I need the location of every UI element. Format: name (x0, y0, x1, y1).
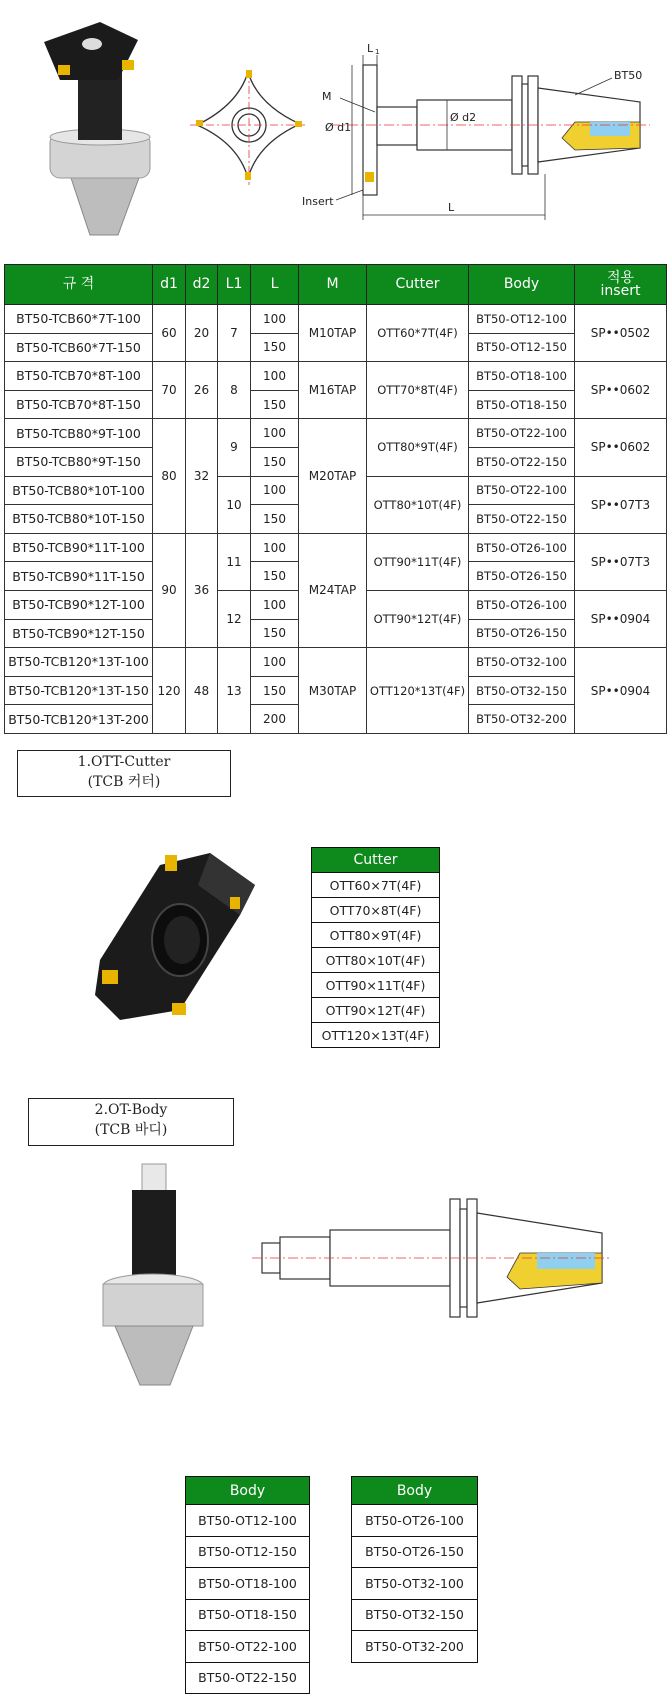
body-cell: BT50-OT32-150 (469, 676, 575, 705)
body-cell: BT50-OT26-150 (469, 619, 575, 648)
label-l1-sub: 1 (375, 48, 380, 56)
spec-cell: BT50-TCB80*10T-100 (5, 476, 153, 505)
insert-cell: SP••0502 (575, 305, 667, 362)
section2-subtitle: (TCB 바디) (94, 1122, 168, 1138)
l1-cell: 13 (218, 648, 251, 734)
m-cell: M24TAP (299, 533, 367, 647)
insert-cell: SP••07T3 (575, 533, 667, 590)
header-d2: d2 (186, 265, 218, 305)
cutter-cell: OTT80*10T(4F) (367, 476, 469, 533)
l1-cell: 8 (218, 362, 251, 419)
spec-table (4, 264, 667, 734)
body-cell: BT50-OT18-150 (469, 390, 575, 419)
insert-cell: SP••07T3 (575, 476, 667, 533)
table-row (5, 305, 667, 334)
spec-cell: BT50-TCB90*12T-100 (5, 590, 153, 619)
d2-cell: 20 (186, 305, 218, 362)
header-insert-line2: insert (600, 282, 641, 299)
l1-cell: 11 (218, 533, 251, 590)
d1-cell: 60 (153, 305, 186, 362)
body-cell: BT50-OT22-100 (469, 419, 575, 448)
body-cell: BT50-OT12-150 (469, 333, 575, 362)
label-l: L (448, 201, 455, 214)
m-cell: M16TAP (299, 362, 367, 419)
body-cell: BT50-OT22-100 (469, 476, 575, 505)
l-cell: 150 (251, 390, 299, 419)
d1-cell: 80 (153, 419, 186, 533)
spec-cell: BT50-TCB70*8T-150 (5, 390, 153, 419)
header-insert-line1: 적용 (606, 269, 635, 286)
body-cell: BT50-OT26-100 (469, 533, 575, 562)
l-cell: 100 (251, 305, 299, 334)
l-cell: 150 (251, 676, 299, 705)
list-item: BT50-OT26-100 (352, 1505, 478, 1537)
spec-cell: BT50-TCB90*11T-150 (5, 562, 153, 591)
insert-icon (165, 855, 177, 871)
list-item: OTT120×13T(4F) (312, 1023, 440, 1048)
body-side-drawing (252, 1195, 612, 1325)
spec-table-header (5, 265, 667, 305)
l-cell: 200 (251, 705, 299, 734)
cutter-image (80, 845, 270, 1025)
spec-cell: BT50-TCB120*13T-200 (5, 705, 153, 734)
l1-cell: 7 (218, 305, 251, 362)
cutter-list (311, 847, 440, 1048)
insert-icon (102, 970, 118, 984)
header-insert (575, 265, 667, 305)
table-row (5, 362, 667, 391)
insert-icon (122, 60, 134, 70)
m-cell: M30TAP (299, 648, 367, 734)
spec-cell: BT50-TCB60*7T-150 (5, 333, 153, 362)
cutter-cell: OTT70*8T(4F) (367, 362, 469, 419)
header-body: Body (469, 265, 575, 305)
body-image (95, 1160, 215, 1390)
insert-icon (172, 1003, 186, 1015)
header-l: L (251, 265, 299, 305)
tool-side-drawing (302, 42, 650, 220)
body-list-right (351, 1476, 478, 1663)
section1-caption (17, 750, 231, 797)
body-list-left-header: Body (186, 1477, 310, 1505)
l-cell: 150 (251, 505, 299, 534)
l-cell: 150 (251, 447, 299, 476)
header-spec: 규 격 (5, 265, 153, 305)
body-cell: BT50-OT22-150 (469, 505, 575, 534)
section2-caption (28, 1098, 234, 1146)
list-item: OTT90×11T(4F) (312, 973, 440, 998)
m-cell: M20TAP (299, 419, 367, 533)
l-cell: 100 (251, 419, 299, 448)
d1-cell: 70 (153, 362, 186, 419)
body-cell: BT50-OT32-200 (469, 705, 575, 734)
l-cell: 100 (251, 590, 299, 619)
list-item: BT50-OT22-100 (186, 1631, 310, 1663)
table-row (5, 533, 667, 562)
d2-cell: 36 (186, 533, 218, 647)
spec-cell: BT50-TCB60*7T-100 (5, 305, 153, 334)
body-cell: BT50-OT18-100 (469, 362, 575, 391)
d1-cell: 120 (153, 648, 186, 734)
section1-subtitle: (TCB 커터) (87, 774, 161, 790)
header-cutter: Cutter (367, 265, 469, 305)
list-item: OTT70×8T(4F) (312, 898, 440, 923)
l-cell: 150 (251, 562, 299, 591)
insert-cell: SP••0602 (575, 362, 667, 419)
insert-icon (230, 897, 240, 909)
d1-cell: 90 (153, 533, 186, 647)
list-item: BT50-OT32-150 (352, 1599, 478, 1631)
spec-cell: BT50-TCB90*12T-150 (5, 619, 153, 648)
section1-title: 1.OTT-Cutter (77, 754, 171, 770)
cutter-cell: OTT60*7T(4F) (367, 305, 469, 362)
insert-icon (58, 65, 70, 75)
body-cell: BT50-OT26-100 (469, 590, 575, 619)
cutter-cell: OTT120*13T(4F) (367, 648, 469, 734)
label-insert: Insert (302, 195, 334, 208)
list-item: BT50-OT12-150 (186, 1536, 310, 1568)
list-item: BT50-OT26-150 (352, 1536, 478, 1568)
d2-cell: 32 (186, 419, 218, 533)
spec-cell: BT50-TCB70*8T-100 (5, 362, 153, 391)
cutter-list-header: Cutter (312, 848, 440, 873)
spec-cell: BT50-TCB90*11T-100 (5, 533, 153, 562)
insert-cell: SP••0602 (575, 419, 667, 476)
section2-title: 2.OT-Body (94, 1102, 168, 1118)
list-item: BT50-OT32-200 (352, 1631, 478, 1663)
l-cell: 100 (251, 648, 299, 677)
m-cell: M10TAP (299, 305, 367, 362)
label-l1: L (367, 42, 374, 55)
body-cell: BT50-OT32-100 (469, 648, 575, 677)
list-item: OTT90×12T(4F) (312, 998, 440, 1023)
header-d1: d1 (153, 265, 186, 305)
spec-cell: BT50-TCB80*10T-150 (5, 505, 153, 534)
body-cell: BT50-OT26-150 (469, 562, 575, 591)
list-item: BT50-OT18-100 (186, 1568, 310, 1600)
label-bt50: BT50 (614, 69, 643, 82)
label-m: M (322, 90, 332, 103)
spec-cell: BT50-TCB80*9T-100 (5, 419, 153, 448)
cutter-cell: OTT90*12T(4F) (367, 590, 469, 647)
cutter-cell: OTT90*11T(4F) (367, 533, 469, 590)
l-cell: 100 (251, 476, 299, 505)
l1-cell: 10 (218, 476, 251, 533)
label-d2: Ø d2 (450, 111, 477, 124)
cutter-front-view (190, 70, 305, 185)
l-cell: 100 (251, 533, 299, 562)
list-item: BT50-OT12-100 (186, 1505, 310, 1537)
body-cell: BT50-OT22-150 (469, 447, 575, 476)
table-row (5, 648, 667, 677)
l1-cell: 12 (218, 590, 251, 647)
list-item: OTT60×7T(4F) (312, 873, 440, 898)
insert-cell: SP••0904 (575, 590, 667, 647)
body-cell: BT50-OT12-100 (469, 305, 575, 334)
header-l1: L1 (218, 265, 251, 305)
l-cell: 150 (251, 619, 299, 648)
spec-cell: BT50-TCB80*9T-150 (5, 447, 153, 476)
list-item: BT50-OT18-150 (186, 1599, 310, 1631)
d2-cell: 48 (186, 648, 218, 734)
spec-cell: BT50-TCB120*13T-150 (5, 676, 153, 705)
list-item: OTT80×10T(4F) (312, 948, 440, 973)
list-item: BT50-OT32-100 (352, 1568, 478, 1600)
list-item: OTT80×9T(4F) (312, 923, 440, 948)
top-illustrations (0, 0, 670, 250)
label-d1: Ø d1 (325, 121, 352, 134)
insert-cell: SP••0904 (575, 648, 667, 734)
spec-cell: BT50-TCB120*13T-100 (5, 648, 153, 677)
l-cell: 100 (251, 362, 299, 391)
l-cell: 150 (251, 333, 299, 362)
header-m: M (299, 265, 367, 305)
tool-assembly-image (44, 22, 150, 235)
l1-cell: 9 (218, 419, 251, 476)
body-list-left (185, 1476, 310, 1694)
cutter-cell: OTT80*9T(4F) (367, 419, 469, 476)
list-item: BT50-OT22-150 (186, 1662, 310, 1694)
body-list-right-header: Body (352, 1477, 478, 1505)
table-row (5, 419, 667, 448)
d2-cell: 26 (186, 362, 218, 419)
